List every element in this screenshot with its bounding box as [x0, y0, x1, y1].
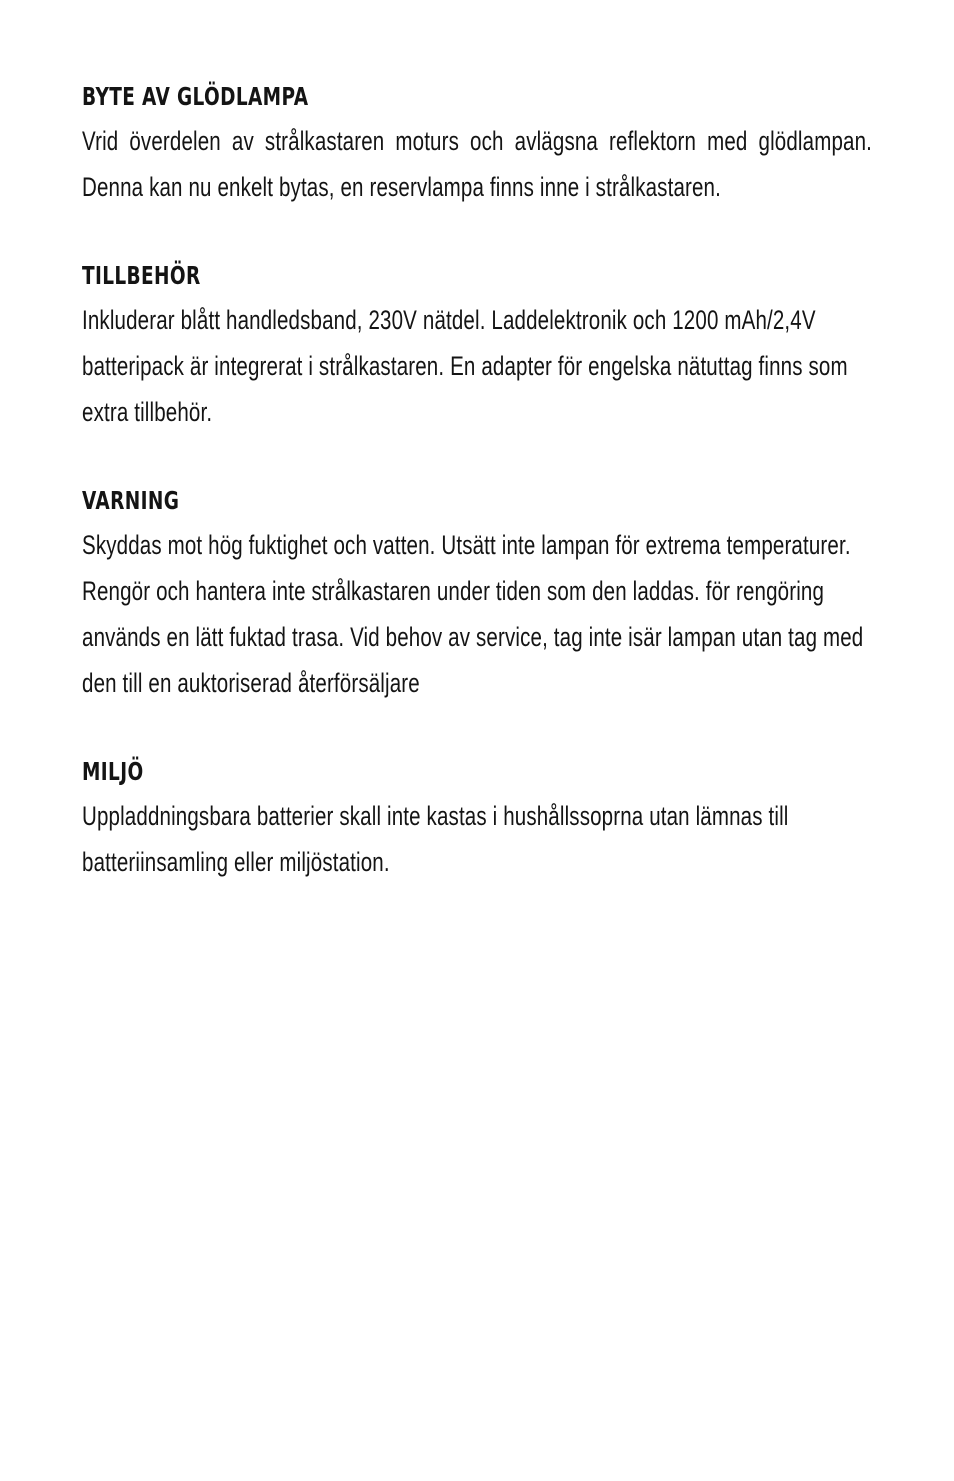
section-body: Vrid överdelen av strålkastaren moturs och avlägsna reflektorn med glödlampan. Denna kan nu enkelt bytas, en reservlampa finns inne i strålkastaren.	[82, 126, 872, 202]
document-page	[82, 76, 872, 930]
section-body: Uppladdningsbara batterier skall inte kastas i hushållssoprna utan lämnas till batteriinsamling eller miljöstation.	[82, 801, 789, 877]
section-heading: BYTE AV GLÖDLAMPA	[82, 82, 309, 111]
section-varning	[82, 480, 872, 706]
section-body: Inkluderar blått handledsband, 230V nätdel. Laddelektronik och 1200 mAh/2,4V batteripack är integrerat i strålkastaren. En adapter för engelska nätuttag finns som extra tillbehör.	[82, 305, 848, 427]
section-heading: TILLBEHÖR	[82, 261, 201, 290]
section-heading: VARNING	[82, 486, 180, 515]
section-tillbehor	[82, 255, 872, 435]
section-heading: MILJÖ	[82, 757, 144, 786]
section-body: Skyddas mot hög fuktighet och vatten. Utsätt inte lampan för extrema temperaturer. Rengör och hantera inte strålkastaren under tiden som den laddas. för rengöring används en lätt fuktad trasa. Vid behov av service, tag inte isär lampan utan tag med den till en auktoriserad återförsäljare	[82, 530, 864, 698]
section-miljo	[82, 751, 872, 885]
section-byte-av-glodlampa	[82, 76, 872, 210]
